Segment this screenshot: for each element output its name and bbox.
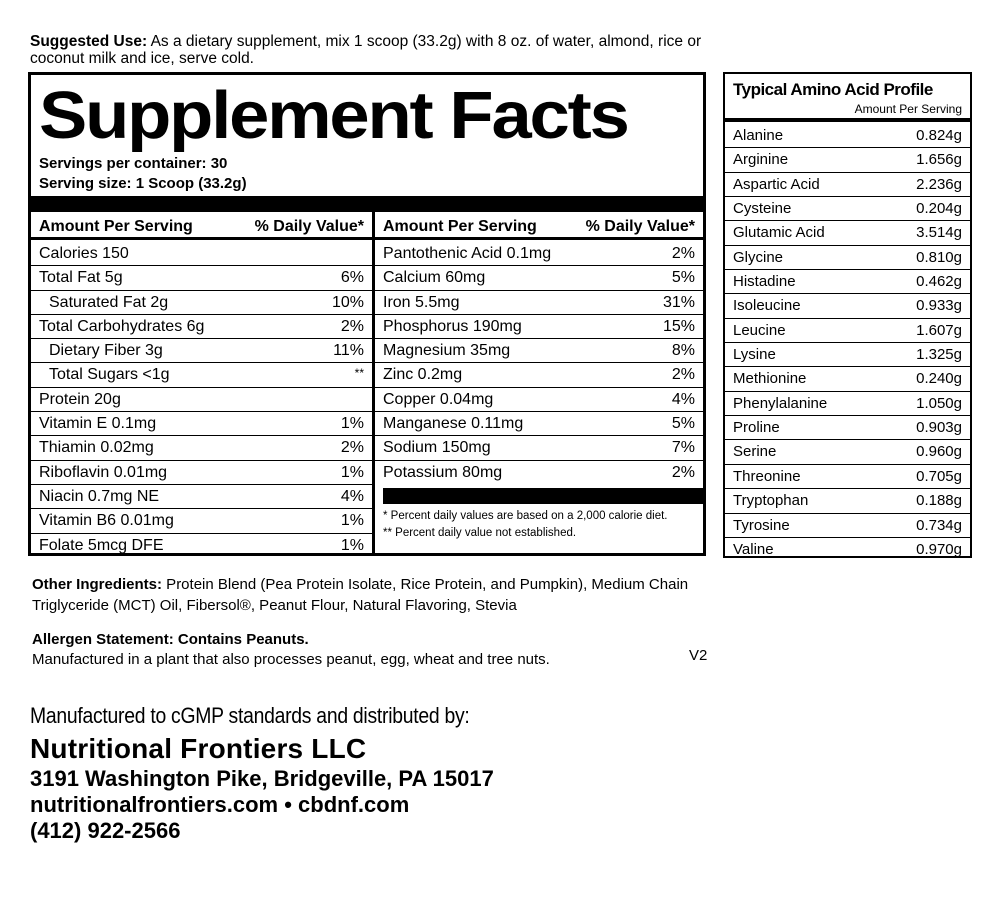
other-ingredients-label: Other Ingredients: [32, 576, 163, 593]
facts-divider-bar [31, 196, 703, 212]
nutrient-row: Iron 5.5mg 31% [375, 291, 703, 315]
company-websites: nutritionalfrontiers.com • cbdnf.com [30, 792, 410, 817]
nutrient-row: Pantothenic Acid 0.1mg 2% [375, 242, 703, 266]
suggested-use [30, 33, 720, 67]
amino-row: Leucine 1.607g [725, 319, 970, 343]
nutrient-row: Total Carbohydrates 6g 2% [31, 315, 372, 339]
allergen-statement [32, 630, 692, 670]
footnote-not-established: ** Percent daily value not established. [383, 527, 577, 539]
nutrient-row: Total Fat 5g 6% [31, 266, 372, 290]
supplement-facts-panel [28, 72, 706, 556]
amino-row: Phenylalanine 1.050g [725, 392, 970, 416]
allergen-text: Manufactured in a plant that also processes peanut, egg, wheat and tree nuts. [32, 651, 550, 668]
nutrient-row: Thiamin 0.02mg 2% [31, 436, 372, 460]
nutrient-row: Protein 20g [31, 388, 372, 412]
amino-acid-panel [723, 72, 972, 558]
nutrient-row: Vitamin E 0.1mg 1% [31, 412, 372, 436]
other-ingredients [32, 574, 692, 616]
right-amount-header: Amount Per Serving [383, 218, 537, 235]
suggested-use-text: As a dietary supplement, mix 1 scoop (33.2g) with 8 oz. of water, almond, rice or coconut milk and ice, serve cold. [30, 33, 702, 67]
amino-row: Tyrosine 0.734g [725, 514, 970, 538]
amino-row: Aspartic Acid 2.236g [725, 173, 970, 197]
left-amount-header: Amount Per Serving [39, 218, 193, 235]
version-label: V2 [689, 647, 708, 664]
amino-row: Tryptophan 0.188g [725, 489, 970, 513]
allergen-label: Allergen Statement: Contains Peanuts. [32, 631, 309, 648]
nutrient-row: Sodium 150mg 7% [375, 436, 703, 460]
amino-divider-bar [725, 118, 970, 122]
amino-row: Methionine 0.240g [725, 367, 970, 391]
amino-row: Valine 0.970g [733, 540, 962, 558]
left-column-header [31, 216, 372, 240]
amino-title: Typical Amino Acid Profile [733, 80, 933, 99]
amino-row: Histadine 0.462g [725, 270, 970, 294]
company-name: Nutritional Frontiers LLC [30, 733, 367, 764]
nutrient-row: Total Sugars <1g ** [31, 363, 372, 387]
amino-row: Lysine 1.325g [725, 343, 970, 367]
nutrient-row: Saturated Fat 2g 10% [31, 291, 372, 315]
amino-row: Glutamic Acid 3.514g [725, 221, 970, 245]
suggested-use-label: Suggested Use: [30, 33, 148, 50]
nutrient-row: Folate 5mcg DFE 1% [39, 536, 364, 554]
left-dv-header: % Daily Value* [254, 218, 364, 235]
facts-title: Supplement Facts [39, 78, 628, 153]
nutrient-row: Copper 0.04mg 4% [375, 388, 703, 412]
amino-row: Serine 0.960g [725, 440, 970, 464]
left-nutrient-list [31, 242, 372, 558]
amino-row: Alanine 0.824g [725, 124, 970, 148]
amino-row: Cysteine 0.204g [725, 197, 970, 221]
footnote-daily-value: * Percent daily values are based on a 2,000 calorie diet. [383, 510, 668, 522]
nutrient-row: Zinc 0.2mg 2% [375, 363, 703, 387]
right-nutrient-list [375, 242, 703, 485]
nutrient-row: Phosphorus 190mg 15% [375, 315, 703, 339]
amino-list [725, 124, 970, 562]
servings-per-container: Servings per container: 30 [39, 155, 228, 172]
nutrient-row: Vitamin B6 0.01mg 1% [31, 509, 372, 533]
nutrient-row: Dietary Fiber 3g 11% [31, 339, 372, 363]
amino-row: Arginine 1.656g [725, 148, 970, 172]
amino-row: Glycine 0.810g [725, 246, 970, 270]
serving-size: Serving size: 1 Scoop (33.2g) [39, 175, 247, 192]
right-column-header [375, 216, 703, 240]
right-dv-header: % Daily Value* [585, 218, 695, 235]
nutrient-row: Riboflavin 0.01mg 1% [31, 461, 372, 485]
nutrient-row: Magnesium 35mg 8% [375, 339, 703, 363]
manufacturer-line: Manufactured to cGMP standards and distributed by: [30, 703, 470, 728]
nutrient-row: Calories 150 [31, 242, 372, 266]
amino-row: Proline 0.903g [725, 416, 970, 440]
nutrient-row: Manganese 0.11mg 5% [375, 412, 703, 436]
nutrient-row: Niacin 0.7mg NE 4% [31, 485, 372, 509]
other-ingredients-text: Protein Blend (Pea Protein Isolate, Rice Protein, and Pumpkin), Medium Chain Triglyceride (MCT) Oil, Fibersol®, Peanut Flour, Natural Flavoring, Stevia [32, 576, 689, 614]
nutrient-row: Potassium 80mg 2% [383, 463, 695, 481]
amino-row: Isoleucine 0.933g [725, 294, 970, 318]
nutrient-row: Calcium 60mg 5% [375, 266, 703, 290]
company-address: 3191 Washington Pike, Bridgeville, PA 15017 [30, 766, 494, 791]
company-phone: (412) 922-2566 [30, 818, 181, 843]
amino-row: Threonine 0.705g [725, 465, 970, 489]
amino-subtitle: Amount Per Serving [854, 102, 962, 116]
right-column-bar [383, 488, 703, 504]
